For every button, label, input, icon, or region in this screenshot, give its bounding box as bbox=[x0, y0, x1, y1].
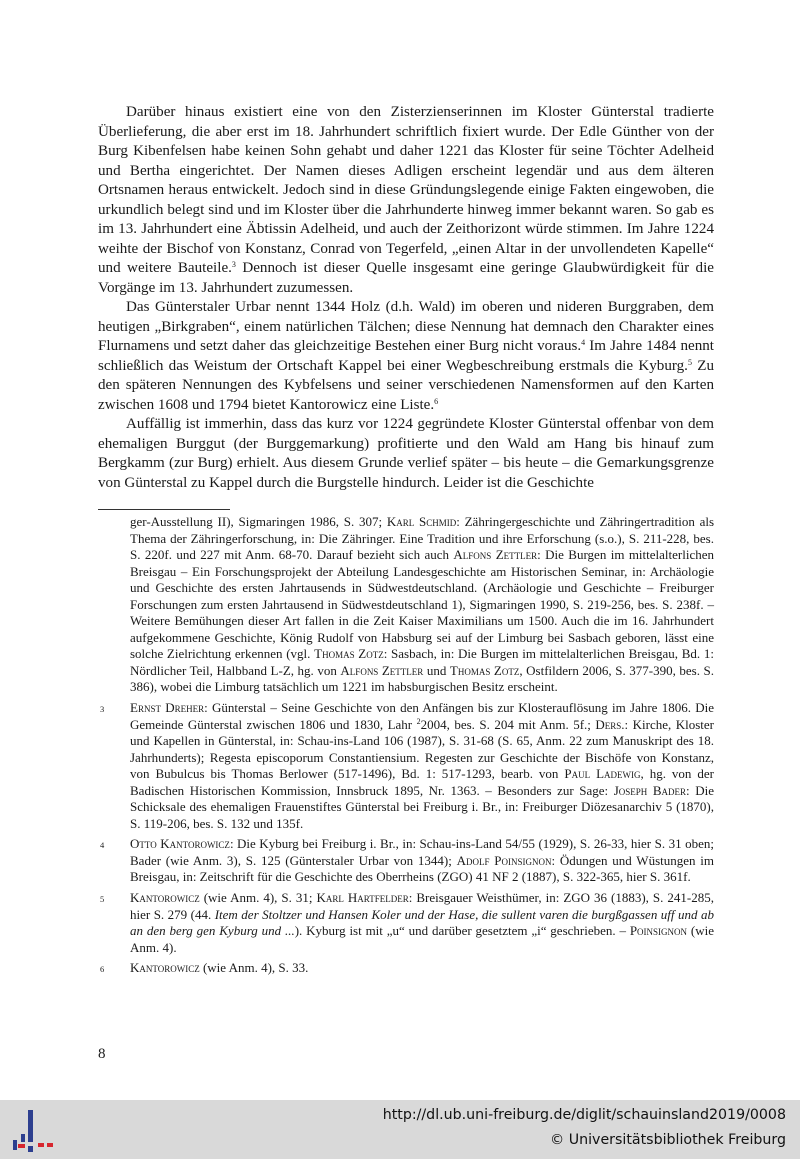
footnote-6 bbox=[98, 960, 714, 977]
author-name: Ders. bbox=[595, 716, 625, 732]
author-name: Thomas Zotz bbox=[449, 662, 520, 678]
author-name: Adolf Poinsignon bbox=[456, 852, 552, 868]
footnote-ref-6: 6 bbox=[434, 396, 439, 406]
author-name: Kantorowicz bbox=[130, 890, 200, 906]
footnote-text: : Ödungen und Wüstungen im Breisgau, in: Zeitschrift für die Geschichte des Oberrheins (ZGO) 41 NF 2 (1887), S. 322-365, hier S. 361f. bbox=[130, 852, 714, 885]
footnote-number: 3 bbox=[100, 704, 105, 715]
footnote-text: : Günterstal – Seine Geschichte von den Anfängen bis zur Klosterauflösung im Jahre 1806. Die Gemeinde Günterstal zwischen 1806 und 1830, Lahr bbox=[130, 700, 714, 732]
page-number: 8 bbox=[98, 1046, 106, 1062]
paragraph-3: Auffällig ist immerhin, dass das kurz vor 1224 gegründete Kloster Günterstal offenbar von dem ehemaligen Burggut (der Burggemarkung) profitierte und den Wald am Hang bis hinauf zum Bergkamm (zur Burg) erhielt. Aus diesem Grunde verlief später – bis heute – die Gemarkungsgrenze von Günterstal zu Kappel durch die Burgstelle hindurch. Leider ist die Geschichte bbox=[98, 416, 714, 491]
footnote-text: ). Kyburg ist mit „u“ und darüber gesetztem „i“ geschrieben. – bbox=[294, 923, 630, 939]
footnote-text: : Die Burgen im mittelalterlichen Breisgau – Ein Forschungsprojekt der Abteilung Landesgeschichte am Historischen Seminar, in: Archäologie und Geschichte des ersten Jahrtausends in Südwestdeutschland. (Archäologie und Geschichte – Freiburger Forschungen zum ersten Jahrtausend in Südwestdeutschland 1), Sigmaringen 1990, S. 219-256, bes. S. 238f. – Weitere Bemühungen dieser Art fallen in die Zeit Kaiser Maximilians um 1500. Auch die im 16. Jahrhundert aufgekommene Geschichte, König Rudolf von Habsburg sei auf der Limburg bei Sasbach geboren, lässt eine solche Zielrichtung erkennen (vgl. bbox=[130, 547, 715, 662]
paragraph-2-text-c: Zu den späteren Nennungen des Kybfelsens und seiner verschiedenen Namensformen auf den Karten zwischen 1608 und 1794 bietet Kantorowicz eine Liste. bbox=[98, 357, 714, 413]
footnote-text: : Sasbach, in: Die Burgen im mittelalterlichen Breisgau, Bd. 1: Nördlicher Teil, Halbband L-Z, hg. von bbox=[130, 646, 714, 678]
footnote-text: , hg. von der Badischen Historischen Kommission, Innsbruck 1895, Nr. 1363. – Besonders zur Sage: bbox=[130, 766, 714, 798]
edition-superscript: 2 bbox=[416, 716, 421, 726]
author-name: Otto Kantorowicz bbox=[130, 836, 230, 852]
author-name: Kantorowicz bbox=[130, 960, 200, 976]
author-name: Karl Hartfelder bbox=[316, 890, 409, 906]
copyright-notice: © Universitätsbibliothek Freiburg bbox=[550, 1132, 786, 1148]
paragraph-2-text-b: Im Jahre 1484 nennt schließlich das Weistum der Ortschaft Kappel bei einer Wegbeschreibung erstmals die Kyburg. bbox=[98, 338, 714, 374]
footnote-text: (wie Anm. 4). bbox=[130, 923, 715, 955]
paragraph-1 bbox=[98, 103, 714, 298]
footnote-text: und bbox=[423, 662, 450, 678]
footnote-5 bbox=[98, 890, 714, 956]
main-text bbox=[98, 103, 714, 493]
footnote-text: : Breisgauer Weisthümer, in: ZGO 36 (1883), S. 241-285, hier S. 279 (44. bbox=[130, 890, 714, 922]
author-name: Karl Schmid bbox=[386, 514, 457, 529]
footnote-4 bbox=[98, 836, 714, 886]
ub-freiburg-logo-icon[interactable] bbox=[10, 1110, 54, 1152]
footnote-ref-4: 4 bbox=[581, 338, 586, 347]
footnotes bbox=[98, 514, 714, 977]
footer-bar bbox=[0, 1100, 800, 1159]
paragraph-2 bbox=[98, 298, 714, 415]
footnote-3 bbox=[98, 700, 714, 832]
document-url-link[interactable]: http://dl.ub.uni-freiburg.de/diglit/schauinsland2019/0008 bbox=[382, 1107, 786, 1123]
quoted-source-text: Item der Stoltzer und Hansen Koler und der Hase, die sullent varen die burgßgassen uff und ab an den berg gen Kyburg und ... bbox=[130, 906, 714, 939]
paragraph-2-text-a: Das Günterstaler Urbar nennt 1344 Holz (d.h. Wald) im oberen und nideren Burggraben, dem heutigen „Birkgraben“, einem natürlichen Tälchen; diese Nennung hat demnach den Charakter eines Flurnamens und setzt daher das gleichzeitige Bestehen einer Burg nicht voraus. bbox=[98, 299, 714, 354]
footnote-ref-3: 3 bbox=[231, 260, 236, 269]
footnote-ref-5: 5 bbox=[687, 357, 692, 367]
footnote-text: , Ostfildern 2006, S. 377-390, bes. S. 386), wobei die Limburg tatsächlich um 1221 im habsburgischen Besitz erscheint. bbox=[130, 662, 714, 695]
author-name: Alfons Zettler bbox=[340, 662, 424, 678]
author-name: Thomas Zotz bbox=[314, 646, 384, 662]
footnote-separator bbox=[98, 509, 230, 510]
footnote-number: 6 bbox=[100, 964, 105, 975]
author-name: Ernst Dreher bbox=[130, 700, 205, 716]
footnote-text: : Zähringergeschichte und Zähringertradition als Thema der Zähringerforschung, in: Die Zähringer. Eine Tradition und ihre Erforschung (s.o.), S. 211-228, bes. S. 220f. und 227 mit Anm. 68-70. Darauf bezieht sich auch bbox=[130, 514, 715, 563]
footnote-number: 5 bbox=[100, 894, 105, 905]
footnote-text: (wie Anm. 4), S. 33. bbox=[199, 960, 309, 976]
paragraph-1-text-a: Darüber hinaus existiert eine von den Zisterzienserinnen im Kloster Günterstal tradierte Überlieferung, die aber erst im 18. Jahrhundert schriftlich fixiert wurde. Der Edle Günther von der Burg Kibenfelsen habe keinen Sohn gehabt und daher 1221 das Kloster für seine Töchter Adelheid und Bertha eingerichtet. Der Namen dieses Adligen erscheint legendär und aus dem älteren Ortsnamen heraus entwickelt. Jedoch sind in diese Gründungslegende einige Fakten eingewoben, die urkundlich belegt sind und im Kloster über die Jahrhunderte hinweg immer bekannt waren. So gab es im 13. Jahrhundert eine Äbtissin Adelheid, und auch der Zeithorizont würde stimmen. Im Jahre 1224 weihte der Bischof von Konstanz, Conrad von Tegerfeld, „einen Altar in der unvollendeten Kapelle“ und weitere Bauteile. bbox=[98, 104, 714, 276]
author-name: Alfons Zettler bbox=[453, 547, 538, 563]
footnote-text: : Die Schicksale des ehemaligen Frauenstiftes Günterstal bei Freiburg i. Br., in: Freiburger Diözesanarchiv 5 (1870), S. 119-206, bes. S. 132 und 135f. bbox=[130, 782, 714, 831]
footnote-text: (wie Anm. 4), S. 31; bbox=[199, 890, 317, 906]
footnote-text: ger-Ausstellung II), Sigmaringen 1986, S. 307; bbox=[130, 514, 387, 529]
author-name: Joseph Bader bbox=[613, 782, 687, 798]
footnote-text: 2004, bes. S. 204 mit Anm. 5f.; bbox=[420, 716, 596, 732]
footnote-text: : Kirche, Kloster und Kapellen in Günterstal, in: Schau-ins-Land 106 (1987), S. 31-68 (S. 65, Anm. 22 zum Manuskript des 18. Jahrhunderts); Regesta episcoporum Constantiensium. Regesten zur Geschichte der Bischöfe von Konstanz, von Bubulcus bis Thomas Berlower (517-1496), Bd. 1: 517-1293, bearb. von bbox=[130, 716, 714, 782]
footnote-text: : Die Kyburg bei Freiburg i. Br., in: Schau-ins-Land 54/55 (1929), S. 26-33, hier S. 31 oben; Bader (wie Anm. 3), S. 125 (Günterstaler Urbar von 1344); bbox=[130, 836, 714, 868]
footnote-number: 4 bbox=[100, 840, 105, 851]
paragraph-1-text-b: Dennoch ist dieser Quelle insgesamt eine geringe Glaubwürdigkeit für die Vorgänge im 13. Jahrhundert zuzumessen. bbox=[98, 260, 714, 296]
author-name: Paul Ladewig bbox=[564, 766, 641, 782]
author-name: Poinsignon bbox=[629, 923, 688, 939]
footnote-2-continued bbox=[98, 514, 714, 696]
